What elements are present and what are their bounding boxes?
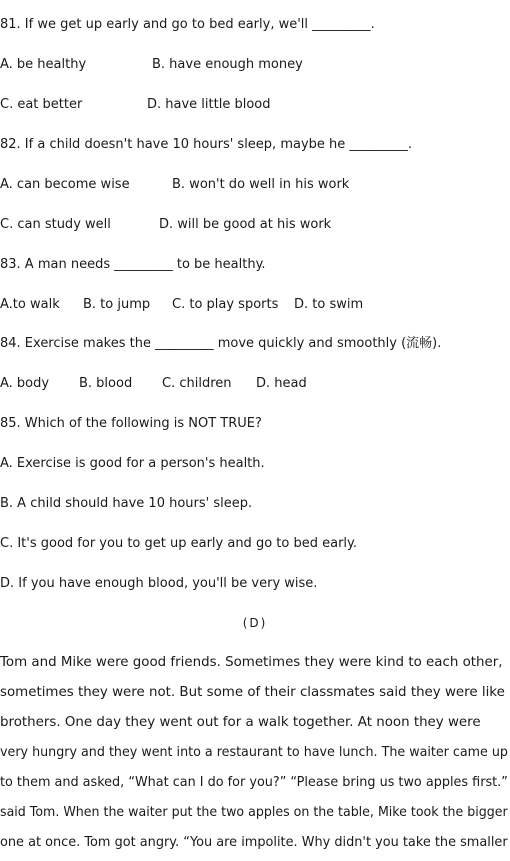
q82-option-d: D. will be good at his work [159, 217, 332, 232]
q81-option-a: A. be healthy [0, 57, 87, 72]
q82-option-b: B. won't do well in his work [172, 177, 350, 192]
passage-line: one at once. Tom got angry. “You are impolite. Why didn't you take the smaller [0, 835, 508, 850]
passage-line: sometimes they were not. But some of their classmates said they were like [0, 685, 505, 700]
q83-option-d: D. to swim [294, 297, 364, 312]
q85-option-a: A. Exercise is good for a person's health. [0, 456, 265, 471]
q83-option-a: A.to walk [0, 297, 60, 312]
q84-option-a: A. body [0, 376, 50, 391]
passage-line: said Tom. When the waiter put the two apples on the table, Mike took the bigger [0, 805, 508, 820]
section-label: (D) [242, 616, 268, 630]
q84-option-c: C. children [162, 376, 232, 391]
q82-option-a: A. can become wise [0, 177, 130, 192]
question-82: 82. If a child doesn't have 10 hours' sleep, maybe he _________. [0, 137, 413, 152]
passage-line: very hungry and they went into a restaurant to have lunch. The waiter came up [0, 745, 508, 760]
q83-option-c: C. to play sports [172, 297, 279, 312]
passage-line: to them and asked, “What can I do for you?” “Please bring us two apples first.” [0, 775, 508, 790]
passage-line: brothers. One day they went out for a walk together. At noon they were [0, 715, 481, 730]
question-84: 84. Exercise makes the _________ move quickly and smoothly (流畅). [0, 336, 442, 351]
q85-option-c: C. It's good for you to get up early and go to bed early. [0, 536, 357, 551]
q85-option-d: D. If you have enough blood, you'll be very wise. [0, 576, 318, 591]
q82-option-c: C. can study well [0, 217, 111, 232]
q81-option-d: D. have little blood [147, 97, 271, 112]
q84-option-d: D. head [256, 376, 307, 391]
q81-option-c: C. eat better [0, 97, 83, 112]
q83-option-b: B. to jump [83, 297, 151, 312]
question-83: 83. A man needs _________ to be healthy. [0, 257, 266, 272]
question-85: 85. Which of the following is NOT TRUE? [0, 416, 262, 431]
question-81: 81. If we get up early and go to bed early, we'll _________. [0, 17, 375, 32]
q85-option-b: B. A child should have 10 hours' sleep. [0, 496, 253, 511]
q81-option-b: B. have enough money [152, 57, 303, 72]
passage-line: Tom and Mike were good friends. Sometimes they were kind to each other, [0, 655, 503, 670]
q84-option-b: B. blood [79, 376, 133, 391]
